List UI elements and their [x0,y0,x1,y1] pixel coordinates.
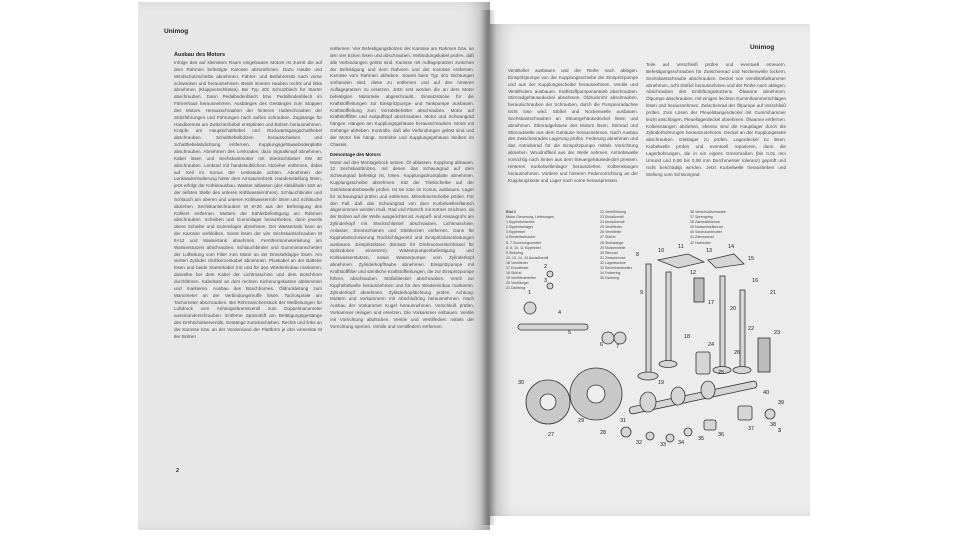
callout-number: 30 [518,380,525,386]
legend-entry: 42 Hutmutter [690,240,711,245]
legend-entry: 38 Zahnradbüchse [690,220,720,225]
callout-number: 31 [620,418,627,424]
legend-entry: 6, 8, 10, 11 Kipphebel [506,245,541,250]
text-column-right [330,46,474,506]
callout-number: 25 [718,370,725,376]
paragraph: entfernen. Vier Befestigungsbolzen der Karosse am Rahmen bzw. an den vier Ecken lösen und abschrauben. Verbindungskabel prüfen, daß alle Verbindungen gelöst sind. Karosse mit Auflagepratzen zwischen der Befestigung und dem Rahmen und der Karosse entfernen. Karosse vom Rahmen abheben. Soweit beim Typ 401 Dichtungen vorhanden sind, diese zu entfernen und auf den hinteren Auflagepratzen zu ersetzen. Jetzt erst werden die an dem Motor befestigten Motorteile abgeschraubt. Einsatzstücke für die Kraftstoffleitungen zur Einspritzpumpe und Tankpumpe ausbauen. Kraftstoffleitung zum Vorratsbehälter abschrauben. Motor auf Kraftstofffilter und Auspufftopf abschrauben. Motor und Schwungrad hängen. Hängen am Kupplungsgehäuse herausschrauben. Motor mit Gehänge abheben. Kontrolle, daß alle Verbindungen gelöst sind und der Motor frei hängt. Getriebe und Kupplungsgehäuse bleiben im Chassis. [330,46,474,147]
nut [666,434,674,442]
washer [547,271,553,277]
rocker-arm [708,254,744,268]
page-number: 3 [778,428,782,434]
right-page [488,24,810,516]
callout-number: 22 [748,326,755,332]
running-head: Unimog [750,44,775,51]
legend-entry: 26 Ventilteller [600,230,622,235]
callout-number: 1 [528,290,532,296]
cam-lobe [640,392,656,412]
callout-number: 6 [600,342,604,348]
callout-number: 17 [708,300,715,306]
callout-number: 33 [660,442,667,448]
legend-entry: 29 Nockenwelle [600,245,626,250]
legend-entry: 25 Ventilfeder [600,225,622,230]
callout-number: 14 [728,244,735,250]
legend-entry: Motor-Steuerung, Lieferungen [506,215,554,220]
legend-entry: 28 Stoßstange [600,240,624,245]
callout-number: 10 [658,248,665,254]
page-number: 2 [176,468,180,474]
rocker-arm [658,254,704,268]
ring [602,332,614,344]
text-column-left: Infolge des auf kleinstem Raum eingebauten Motors ist zuerst die auf dem Rahmen befestigte Karosse abzunehmen. Dazu Haube und Windschutzscheibe abnehmen, Fahrer- und Beifahrersitz nach vorne schwenken und herausnehmen. Beide inneren Hauben rechts und links abnehmen (Klappverschlüsse). Bei Typ 401 Schutzblech für Starter abschrauben. Dann Pedalbodenblech bzw. Pedalbodenblech im Führerhaus herausnehmen. Ausbänges des Gestänges zum Stoppen des Motors. Herausschrauben der hinteren Halteschrauben der Stützführungen und Führungen nach außen schrauben. Zugstange für Handbremse am Zwischenhebel entsplinten und Bolzen herausnehmen. Knöpfe am Hauptschalthebel und Rückwärtsgangschalthebel abschrauben. Schalthebelbolzen herausschieben und Schalthebelabdichtung entfernen. Kupplungsgehäusebodenplatte abschrauben. Abnehmen des Lenkrades, dazu Signalknopf abnehmen, Kabel lösen und Sechskantmutter mit Steckschlüssel SW 30 abschrauben. Lenkrad mit handelsüblichem Abzieher entfernen, dabei auf Keil im Konus der Lenksäule achten. Abnehmen der Lenksäulenhalterung hinter dem Armaturenbrett. Handeinstellung lösen, jetzt erfolgt der Kühlerausbau. Wasser ablassen (der Ablaßhahn sitzt an der tiefsten Stelle des unteren Kühlwasserrohres). Schlauchbinder und Schlauch am oberen und unteren Kühlwasserrohr lösen und Schläuche abziehen. Sechskantschrauben M 8×26 aus der Befestigung des Kühlers entfernen. Muttern der Kühlerbefestigung am Rahmen abschrauben. Scheiben und Gummilager herausheben, dann jeweils obere Scheibe und Gummilager abnehmen. Der Wassertank kann an der Karosse verbleiben. Sonst lösen der vier Sechskantschrauben M 6×12 und Wassertank abnehmen. Fernthermometerleitung am Wasserstutzen abschrauben. Schlauchbinder und Gummimanschetten der Luftleitung vom Filter zum Motor an der Drosselklappe lösen. Am vierten Zylinder Glühkerzenkabel abnehmen. Pluskabel an der Batterie lösen und beide Starterkabel (rot und für den Wiedereinbau markieren, dasselbe bei dem Kabel der Lichtmaschine und dem Boschhorn durchführen. Kabelsatz an dem rechten Sicherungskasten abklemmen und markieren. Ausbau des Boschhornes. Öldruckleitung zum Manometer an der Verbindungsmuffe lösen. Tachospirale am Tachometer abschrauben. Bei Rohrzwischenstück der Meßleitungen für Luftdruck vom Anhängerbremsventil zum Doppelmanometer auseinanderschrauben. Entferne Spannstift am Betätigungsgestänge des Drehschieberventils, Gestänge zurückschieben. Rechts und links an der Karosse bzw. an der Vorderwand der Plattform je drei versenkte M 8er Bolzen [174,60,322,339]
legend-entry: 22 Ventilführung [600,210,626,214]
callout-number: 20 [730,306,737,312]
bushing [704,420,716,430]
legend-entry: 30 Stirnrad [600,250,618,255]
legend-entry: 21 Dichtring [506,286,526,291]
valve-head [733,367,751,374]
callout-number: 40 [763,390,770,396]
nut [621,427,631,437]
legend-entry: 3 Kipphebel [506,230,525,235]
callout-number: 38 [770,422,777,428]
legend-entry: 31 Zwischenrad [600,255,626,260]
section-title: Ausbau des Motors [174,52,226,58]
callout-number: 9 [640,290,644,296]
legend-entry: 27 Stößel [600,235,616,240]
valve-head [638,372,658,380]
legend-entry: 17 Druckfeder [506,266,529,271]
left-page [138,2,490,530]
tappet [696,352,710,374]
callout-number: 18 [684,334,691,340]
legend-entry: 35 Dichtring [600,276,620,281]
callout-number: 39 [778,400,785,406]
nut [765,409,775,419]
washer [547,283,553,289]
callout-number: 28 [600,430,607,436]
paragraph: Motor auf den Montagebock setzen. Öl ablassen. Kupplung abbauen. 12 Sechskantbolzen, mit denen das Schwungrad auf dem Schwungrad befestigt ist, lösen. Kupplungsdruckplatte abnehmen. Kupplungsscheibe abnehmen. Sitz der Triebscheibe auf der Getriebeantriebswelle prüfen. Ist sie lose im Konus, ausbauen. Lager für Schwungrad prüfen und entfernen. Mitnehmerscheibe prüfen. Für den Fall, daß das Schwungrad von dem Kurbelwellenflansch abgenommen werden muß, Rad und Flansch mit Körner zeichnen, da der Bolzen auf der Welle ausgerichtet ist. Auspuff- und Ansaugrohr am Zylinderkopf mit Steckschlüssel abschrauben. Lichtmaschine, Anlasser, Stromschienen und Glühkerzen entfernen. Dann für Kipphebelschmierung Rückschlagventil und Einspritzdüsenleitungen ausbauen. Einspritzdüsen (Einsatz für Drehmomentschlüssel für Spritzdüsen einsetzen). Wasserpumpenbefestigung und Kühlwasserstutzen, sowie Wasserpumpe vom Zylinderkopf abnehmen. Zylinderkopfhaube abnehmen. Einspritzpumpe mit Kraftstofffilter und sämtliche Kraftstoffleitungen, die zur Einspritzpumpe führen, abschrauben. Stößeldeckel abschrauben. Ventil zur Kipphebelwelle herausnehmen und für den Wiedereinbau markieren. Zylinderkopf abnehmen, Zylinderkopfdichtung prüfen. Achtung: Muttern und Vorkammern mit Abschlußring herausnehmen. Nach Ausbau der Vorkammer Kugel herausnehmen. Verschleiß prüfen, Vorkammer reinigen und ersetzen. Die Vorkammer einbauen. Ventile mit Vorrichtung abdrücken. Ventile und Ventilfedern mittels der Vorrichtung sperren. Ventile und Ventilfedern entfernen. [330,159,475,329]
nut [684,428,692,436]
legend-entry: 33 Sechskantmutter [600,266,632,271]
legend-entry: 34 Federring [600,271,621,276]
legend-entry: 40 Sechskantmutter [690,230,722,235]
valve-stem [720,276,725,368]
subheading: Demontage des Motors [330,151,381,157]
bushing [738,406,752,420]
book-gutter [480,10,496,525]
callout-number: 34 [678,440,685,446]
callout-number: 8 [636,252,640,258]
callout-number: 15 [748,256,755,262]
legend-entry: 20 Ventilkegel [506,281,529,286]
callout-number: 27 [548,432,555,438]
legend-entry: 36 Verschlußschraube [690,210,726,214]
legend-entry: 18 Stößel [506,271,522,276]
callout-number: 11 [678,244,684,250]
text-column-left: Ventilteller ausbauen und der Reihe nach ablegen. Einspritzpumpe von der Kupplungsscheibe der Einspritzpumpe und aus der Kupplungsscheibe herausnehmen. Ventile und Ventilfedern ausbauen. Kraftstoffpumpenantrieb abschrauben. Stirnradgehäusedeckel abnehmen. Öldruckrohr abschrauben, herausschrauben der Schrauben, durch die Pumpenradachse nicht lose wird. Stößel und Nockenwelle ausbauen. Sechskantschrauben an Steuergehäusedeckel lösen und abnehmen. Stirnradgehäuse des Motors lösen. Stirnrad und Stirnradwelle aus dem Gehäuse herausnehmen. Nach Ausbau des Zwischenrades Lagerung prüfen. Federung abnehmen und das Antriebsrad für die Einspritzpumpe mittels Vorrichtung abziehen. Woodruffkeil aus der Welle nehmen. Antriebswelle vorsichtig nach hinten aus dem Steuergehäusedeckel pressen. Hinteres Kurbelwellenlager herausziehen. Kolbenstangen herausnehmen. Vordere und hinteren Federvorrichtung an der Kupplungsseite und Lager nach vorne herauspressen. [508,68,638,183]
callout-number: 19 [658,380,665,386]
legend-entry: 1 Kipphebelachse [506,220,535,225]
callout-number: 2 [544,264,548,270]
legend-entry: 9 Stützring [506,250,524,255]
callout-number: 37 [748,426,755,432]
valve-stem [666,272,671,362]
callout-number: 7 [616,344,620,350]
legend-entry: 4 Einstellschraube [506,235,536,240]
callout-number: 36 [718,432,725,438]
valve-spring [694,278,704,302]
callout-number: 3 [544,278,548,284]
legend-entry: 37 Sprengring [690,215,713,220]
callout-number: 32 [636,440,643,446]
rocker-part [524,302,536,314]
callout-number: 16 [752,278,759,284]
legend-heading: Bild 3 [506,210,516,214]
callout-number: 21 [770,290,777,296]
callout-number: 5 [568,330,572,336]
gear-hub [587,385,605,403]
legend-entry: 32 Lagerbuchse [600,260,626,265]
callout-number: 26 [734,350,741,356]
legend-entry: 23 Einlaßventil [600,215,624,220]
gear-hub [540,394,556,410]
nut [646,432,654,440]
legend-entry: 19 Ventilfederteller [506,276,536,281]
exploded-parts-diagram [508,234,790,454]
callout-number: 29 [578,418,585,424]
callout-number: 23 [774,330,781,336]
callout-number: 13 [706,248,713,254]
legend-entry: 24 Auslaßventil [600,220,625,225]
legend-entry: 12, 13, 14, 15 Auslaßventil [506,255,549,260]
legend-entry: 41 Zahnradrad [690,235,714,240]
valve-head [659,361,677,368]
callout-number: 12 [690,270,697,276]
text-column-right: Teile auf Verschleiß prüfen und eventuell erneuern. Befestigungsschrauben für Zwischenrad und Nockenwelle lockern, Sechskantschraube abschrauben. Deckel von Ventilstößelkammer abnehmen, acht Stößel herausnehmen und der Reihe nach ablegen. Abschrauben des Entlüftungsstutzens. Ölwanne abnehmen. Ölpumpe abschrauben, mit einigen leichten Gummihammerschlägen lösen und herausnehmen. Zwischenrad der Ölpumpe auf Verschleiß prüfen. Zum Lösen der Pleuelstangendeckel mit Gummihammer leicht anschlagen. Pleuellagerdeckel abnehmen. Ölwanne entfernen. Kolbenstangen abziehen, ebenso sind die Hauptlager durch die Zylinderbohrungen herauszunehmen. Deckel an der Kupplungsseite abschrauben. Gleitlager zu prüfen. Lagerdeckel zu lösen. Kurbelwelle prüfen und eventuell reparieren, dann die Lagerbohrungen, die in ein eigens Grenzmaßen (bis 0,01 mm Unrund und 0,06 bis 0,08 mm Durchmesser toleranz) geprüft und nicht beschädigt werden. Jetzt Kurbelwelle herausheben und Stellung vom Schwungrad [646,62,786,177]
legend-entry: 5, 7 Sicherungsmutter [506,240,542,245]
cam-lobe [671,387,685,405]
callout-number: 24 [708,342,715,348]
running-head: Unimog [164,28,189,35]
legend-entry: 2 Kipphebellager [506,225,533,230]
callout-number: 4 [558,310,562,316]
rocker-shaft [518,324,588,330]
legend-entry: 39 Nockenwellenrad [690,225,723,230]
valve-spring [758,338,770,372]
callout-number: 35 [698,436,705,442]
legend-entry: 16 Ventilfeder [506,260,528,265]
valve-stem [740,290,745,368]
ring [614,332,626,344]
valve-stem [646,264,651,374]
cam-lobe [701,381,715,399]
